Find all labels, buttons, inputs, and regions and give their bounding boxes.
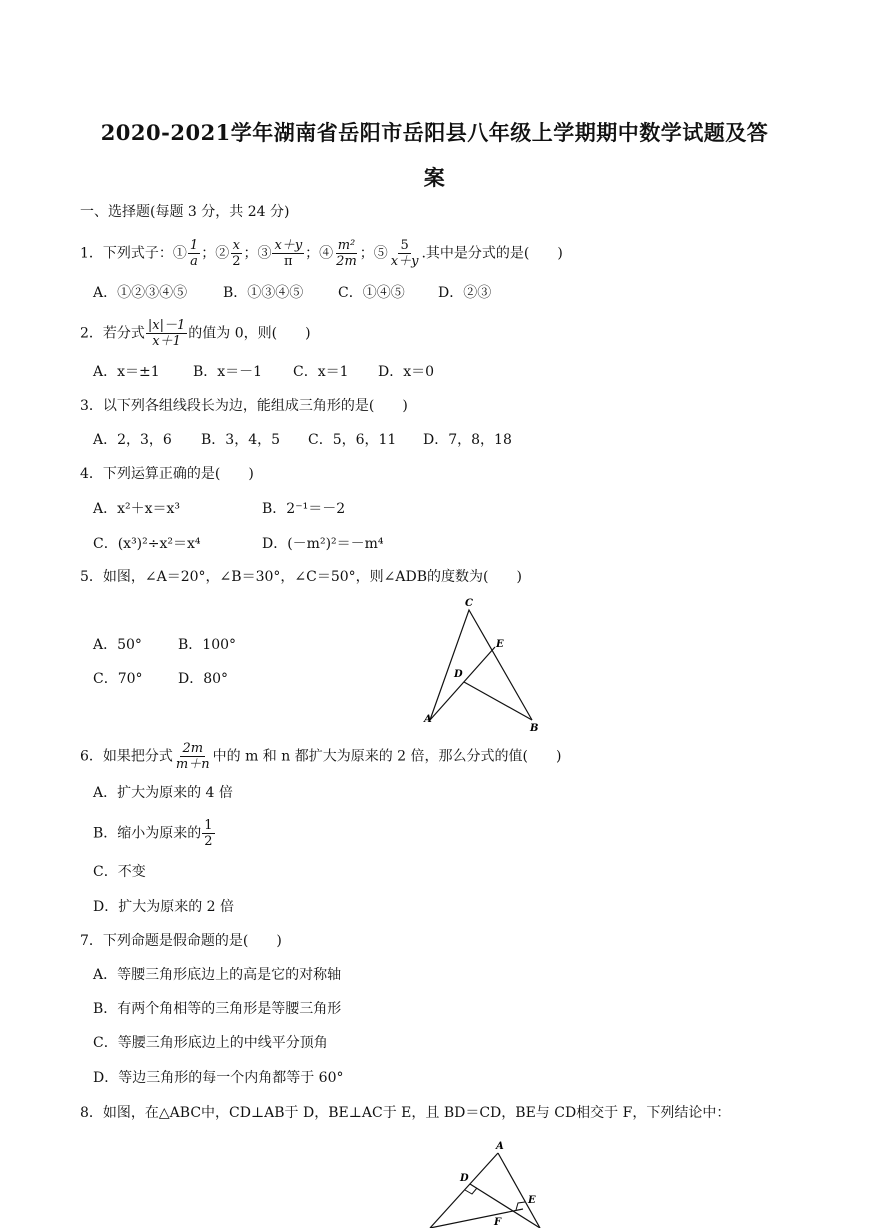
q8-right-angle-e: [516, 1202, 525, 1210]
q7-option-a: A．等腰三角形底边上的高是它的对称轴: [93, 967, 342, 983]
q4-option-b: B．2⁻¹＝－2: [262, 501, 346, 517]
question-3: 3．以下列各组线段长为边，能组成三角形的是( ): [80, 398, 408, 414]
q8-label-a: A: [496, 1141, 504, 1152]
question-4: 4．下列运算正确的是( ): [80, 466, 254, 482]
question-7: 7．下列命题是假命题的是( ): [80, 933, 282, 949]
q1-option-b: B．①③④⑤: [223, 285, 304, 301]
q8-figure: [420, 1135, 560, 1228]
q3-option-b: B．3，4，5: [201, 432, 281, 448]
q7-option-d: D．等边三角形的每一个内角都等于 60°: [93, 1070, 344, 1086]
question-1: 1．下列式子：① $\frac{1}{a}$ ；② $\frac{x}{2}$ ；③ $\frac{x+y}{\pi}$ ；④ $\frac{\text{m²}}{2m}$ ；⑤ $\frac{5}{x+y}$ .其中是分式的是( ): [80, 238, 563, 269]
q2-fraction: $\frac{|x|-1}{x+1}$: [147, 318, 186, 349]
q6-option-d: D．扩大为原来的 2 倍: [93, 899, 235, 915]
q1-fraction-5: $\frac{5}{x+y}$: [390, 238, 419, 269]
q3-option-c: C．5，6，11: [308, 432, 397, 448]
q6-fraction: $\frac{2m}{m+n}$: [175, 741, 210, 772]
q1-option-c: C．①④⑤: [338, 285, 405, 301]
q6-option-a: A．扩大为原来的 4 倍: [93, 785, 233, 801]
q8-right-angle-d: [465, 1188, 477, 1194]
q5-figure: [420, 595, 550, 740]
q5-label-e: E: [496, 639, 504, 650]
q5-label-c: C: [465, 598, 473, 609]
q8-figure-cd: [470, 1184, 540, 1228]
q6-option-b-fraction: $\frac{1}{2}$: [204, 818, 213, 849]
q5-figure-ae: [430, 647, 495, 720]
q7-option-c: C．等腰三角形底边上的中线平分顶角: [93, 1035, 328, 1051]
section-heading: 一、选择题(每题 3 分，共 24 分): [80, 204, 290, 220]
q1-fraction-2: $\frac{x}{2}$: [232, 238, 241, 269]
doc-title-line2: 案: [423, 165, 446, 190]
q6-option-b: B．缩小为原来的 $\frac{1}{2}$: [93, 818, 213, 849]
q1-option-d: D．②③: [438, 285, 492, 301]
q5-option-b: B．100°: [178, 637, 237, 653]
q5-label-a: A: [424, 714, 432, 725]
question-2: 2．若分式 $\frac{|x|-1}{x+1}$ 的值为 0，则( ): [80, 318, 311, 349]
q5-label-d: D: [454, 669, 463, 680]
doc-title-line1: 2020-2021学年湖南省岳阳市岳阳县八年级上学期期中数学试题及答: [100, 120, 769, 145]
q3-option-a: A．2，3，6: [93, 432, 172, 448]
q1-suffix: .其中是分式的是( ): [421, 245, 563, 262]
q1-fraction-1: $\frac{1}{a}$: [189, 238, 199, 269]
q5-option-a: A．50°: [93, 637, 142, 653]
q8-label-e: E: [528, 1195, 536, 1206]
q6-option-c: C．不变: [93, 864, 146, 880]
q3-option-d: D．7，8，18: [423, 432, 512, 448]
q1-fraction-3: $\frac{x+y}{\pi}$: [274, 238, 303, 269]
q2-option-b: B．x＝－1: [193, 364, 263, 380]
question-6: 6．如果把分式 $\frac{2m}{m+n}$ 中的 m 和 n 都扩大为原来的 2 倍，那么分式的值( ): [80, 741, 562, 772]
q8-label-d: D: [460, 1173, 469, 1184]
q1-fraction-4: $\frac{\text{m²}}{2m}$: [336, 238, 357, 269]
q4-option-c: C．(x³)²÷x²＝x⁴: [93, 536, 201, 552]
q4-option-a: A．x²＋x＝x³: [93, 501, 181, 517]
q2-option-d: D．x＝0: [378, 364, 435, 380]
q2-option-a: A．x＝±1: [93, 364, 160, 380]
question-8: 8．如图，在△ABC中，CD⊥AB于 D，BE⊥AC于 E，且 BD＝CD，BE与 CD相交于 F，下列结论中：: [80, 1105, 731, 1121]
q2-option-c: C．x＝1: [293, 364, 349, 380]
q1-prefix: 1．下列式子：①: [80, 245, 187, 262]
q4-option-d: D．(－m²)²＝－m⁴: [262, 536, 384, 552]
q1-option-a: A．①②③④⑤: [93, 285, 188, 301]
question-5: 5．如图，∠A＝20°，∠B＝30°，∠C＝50°，则∠ADB的度数为( ): [80, 569, 522, 585]
q8-figure-ac: [498, 1153, 540, 1228]
q8-label-f: F: [494, 1217, 502, 1228]
q7-option-b: B．有两个角相等的三角形是等腰三角形: [93, 1001, 342, 1017]
q5-option-c: C．70°: [93, 671, 143, 687]
q5-option-d: D．80°: [178, 671, 229, 687]
q5-label-b: B: [530, 723, 539, 734]
